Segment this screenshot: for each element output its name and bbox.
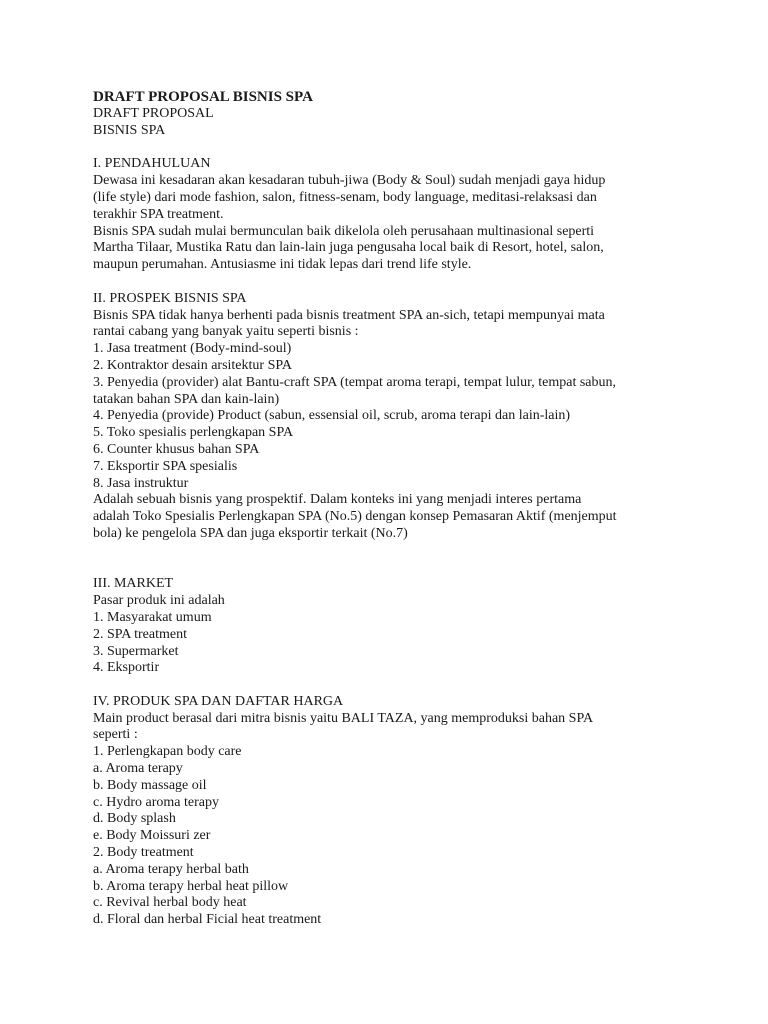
list-item: 2. Kontraktor desain arsitektur SPA: [93, 357, 292, 373]
document-title: DRAFT PROPOSAL BISNIS SPA: [93, 89, 313, 105]
spacer: [93, 677, 678, 694]
list-item: 8. Jasa instruktur: [93, 475, 189, 491]
list-item: 6. Counter khusus bahan SPA: [93, 441, 260, 457]
section-produk: [93, 694, 678, 929]
paragraph-line: Main product berasal dari mitra bisnis yaitu BALI TAZA, yang memproduksi bahan SPA: [93, 710, 594, 726]
list-item: d. Floral dan herbal Ficial heat treatment: [93, 912, 322, 928]
list-item: c. Revival herbal body heat: [93, 895, 247, 911]
document-subtitle: BISNIS SPA: [93, 122, 166, 138]
list-item: 3. Penyedia (provider) alat Bantu-craft SPA (tempat aroma terapi, tempat lulur, tempat sabun,: [93, 374, 616, 390]
section-market: [93, 576, 678, 677]
list-item: 3. Supermarket: [93, 643, 179, 659]
paragraph-line: maupun perumahan. Antusiasme ini tidak lepas dari trend life style.: [93, 257, 472, 273]
paragraph-line: Adalah sebuah bisnis yang prospektif. Dalam konteks ini yang menjadi interes pertama: [93, 492, 582, 508]
list-item: a. Aroma terapy herbal bath: [93, 861, 249, 877]
paragraph-line: adalah Toko Spesialis Perlengkapan SPA (No.5) dengan konsep Pemasaran Aktif (menjemput: [93, 509, 617, 525]
list-item: a. Aroma terapy: [93, 761, 183, 777]
list-item: 1. Jasa treatment (Body-mind-soul): [93, 341, 292, 357]
list-item: 5. Toko spesialis perlengkapan SPA: [93, 425, 294, 441]
list-item: 2. Body treatment: [93, 845, 194, 861]
list-item: b. Body massage oil: [93, 777, 207, 793]
section-pendahuluan: [93, 156, 678, 274]
spacer: [93, 140, 678, 157]
list-item: 7. Eksportir SPA spesialis: [93, 458, 238, 474]
spacer: [93, 274, 678, 291]
paragraph-line: seperti :: [93, 727, 138, 743]
section-heading: IV. PRODUK SPA DAN DAFTAR HARGA: [93, 693, 344, 709]
paragraph-line: Bisnis SPA sudah mulai bermunculan baik dikelola oleh perusahaan multinasional seperti: [93, 223, 595, 239]
list-item: 1. Masyarakat umum: [93, 609, 212, 625]
list-item: b. Aroma terapy herbal heat pillow: [93, 878, 289, 894]
paragraph-line: Bisnis SPA tidak hanya berhenti pada bisnis treatment SPA an-sich, tetapi mempunyai mata: [93, 307, 605, 323]
paragraph-line: terakhir SPA treatment.: [93, 206, 224, 222]
spacer: [93, 560, 678, 577]
spacer: [93, 543, 678, 560]
list-item: e. Body Moissuri zer: [93, 828, 211, 844]
list-item: 1. Perlengkapan body care: [93, 744, 242, 760]
document-subtitle: DRAFT PROPOSAL: [93, 106, 214, 121]
section-heading: II. PROSPEK BISNIS SPA: [93, 290, 247, 306]
paragraph-line: bola) ke pengelola SPA dan juga eksportir terkait (No.7): [93, 525, 408, 541]
section-heading: III. MARKET: [93, 576, 174, 592]
section-heading: I. PENDAHULUAN: [93, 156, 211, 172]
list-item: 2. SPA treatment: [93, 626, 187, 642]
list-item: tatakan bahan SPA dan kain-lain): [93, 391, 280, 407]
list-item: 4. Penyedia (provide) Product (sabun, essensial oil, scrub, aroma terapi dan lain-lain): [93, 408, 571, 424]
list-item: d. Body splash: [93, 811, 176, 827]
list-item: 4. Eksportir: [93, 660, 160, 676]
paragraph-line: (life style) dari mode fashion, salon, fitness-senam, body language, meditasi-relaksasi dan: [93, 189, 597, 205]
paragraph-line: rantai cabang yang banyak yaitu seperti bisnis :: [93, 324, 359, 340]
paragraph-line: Pasar produk ini adalah: [93, 593, 225, 609]
paragraph-line: Martha Tilaar, Mustika Ratu dan lain-lain juga pengusaha local baik di Resort, hotel, salon,: [93, 240, 604, 256]
list-item: c. Hydro aroma terapy: [93, 794, 219, 810]
document-page: [93, 89, 678, 929]
section-prospek: [93, 291, 678, 543]
paragraph-line: Dewasa ini kesadaran akan kesadaran tubuh-jiwa (Body & Soul) sudah menjadi gaya hidup: [93, 173, 606, 189]
